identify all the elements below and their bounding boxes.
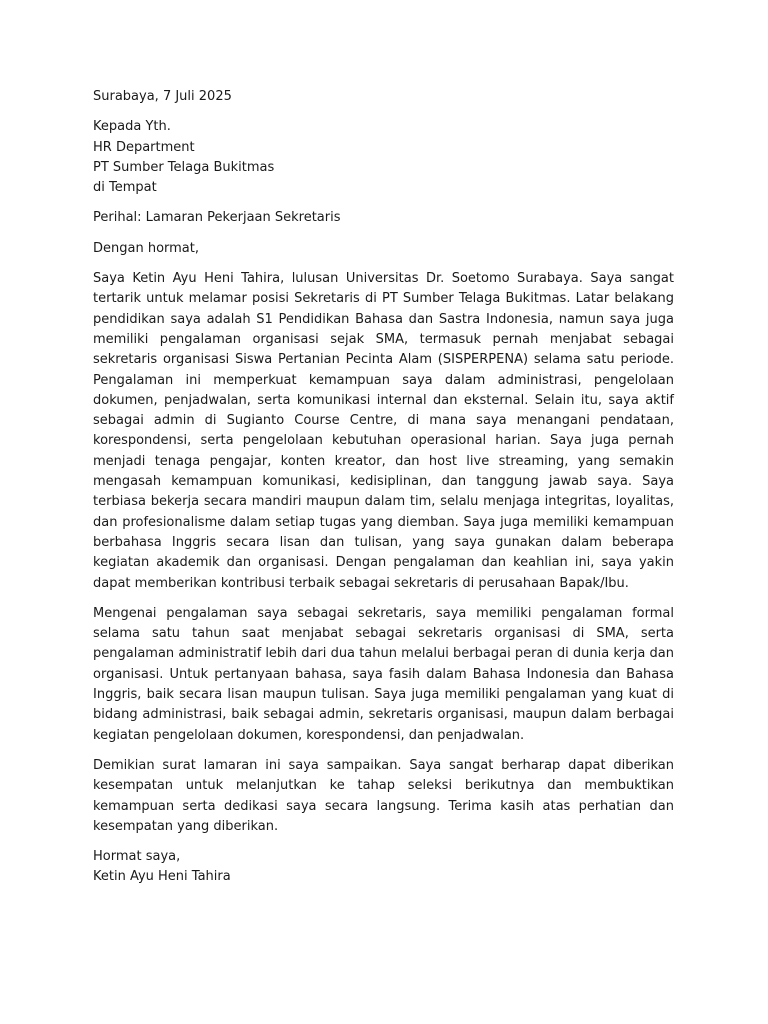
place-date: Surabaya, 7 Juli 2025	[93, 89, 232, 104]
body-paragraph-experience: Mengenai pengalaman saya sebagai sekretaris, saya memiliki pengalaman formal selama satu tahun saat menjabat sebagai sekretaris organisasi di SMA, serta pengalaman administratif lebih dari dua tahun melalui berbagai peran di dunia kerja dan organisasi. Untuk pertanyaan bahasa, saya fasih dalam Bahasa Indonesia dan Bahasa Inggris, baik secara lisan maupun tulisan. Saya juga memiliki pengalaman yang kuat di bidang administrasi, baik sebagai admin, sekretaris organisasi, maupun dalam berbagai kegiatan pengelolaan dokumen, korespondensi, dan penjadwalan.	[93, 605, 674, 743]
recipient-address	[93, 117, 674, 198]
salutation: Dengan hormat,	[93, 240, 200, 256]
body-paragraph-closing: Demikian surat lamaran ini saya sampaikan. Saya sangat berharap dapat diberikan kesempatan untuk melanjutkan ke tahap seleksi berikutnya dan membuktikan kemampuan serta dedikasi saya secara langsung. Terima kasih atas perhatian dan kesempatan yang diberikan.	[93, 757, 674, 834]
signature-block	[93, 847, 674, 888]
recipient-line-department: HR Department	[93, 139, 195, 155]
subject-line: Perihal: Lamaran Pekerjaan Sekretaris	[93, 210, 341, 226]
closing-phrase: Hormat saya,	[93, 849, 181, 865]
body-paragraph-intro: Saya Ketin Ayu Heni Tahira, lulusan Universitas Dr. Soetomo Surabaya. Saya sangat tertarik untuk melamar posisi Sekretaris di PT Sumber Telaga Bukitmas. Latar belakang pendidikan saya adalah S1 Pendidikan Bahasa dan Sastra Indonesia, namun saya juga memiliki pengalaman organisasi sejak SMA, termasuk pernah menjabat sebagai sekretaris organisasi Siswa Pertanian Pecinta Alam (SISPERPENA) selama satu periode. Pengalaman ini memperkuat kemampuan saya dalam administrasi, pengelolaan dokumen, penjadwalan, serta komunikasi internal dan eksternal. Selain itu, saya aktif sebagai admin di Sugianto Course Centre, di mana saya menangani pendataan, korespondensi, serta pengelolaan kebutuhan operasional harian. Saya juga pernah menjadi tenaga pengajar, konten kreator, dan host live streaming, yang semakin mengasah kemampuan komunikasi, kedisiplinan, dan tanggung jawab saya. Saya terbiasa bekerja secara mandiri maupun dalam tim, selalu menjaga integritas, loyalitas, dan profesionalisme dalam setiap tugas yang diemban. Saya juga memiliki kemampuan berbahasa Inggris secara lisan dan tulisan, yang saya gunakan dalam beberapa kegiatan akademik dan organisasi. Dengan pengalaman dan keahlian ini, saya yakin dapat memberikan kontribusi terbaik sebagai sekretaris di perusahaan Bapak/Ibu.	[93, 271, 674, 591]
signature-name: Ketin Ayu Heni Tahira	[93, 869, 231, 885]
recipient-line-location: di Tempat	[93, 180, 157, 196]
recipient-line-company: PT Sumber Telaga Bukitmas	[93, 159, 275, 175]
recipient-line-greeting: Kepada Yth.	[93, 119, 171, 135]
letter-body	[93, 87, 674, 888]
